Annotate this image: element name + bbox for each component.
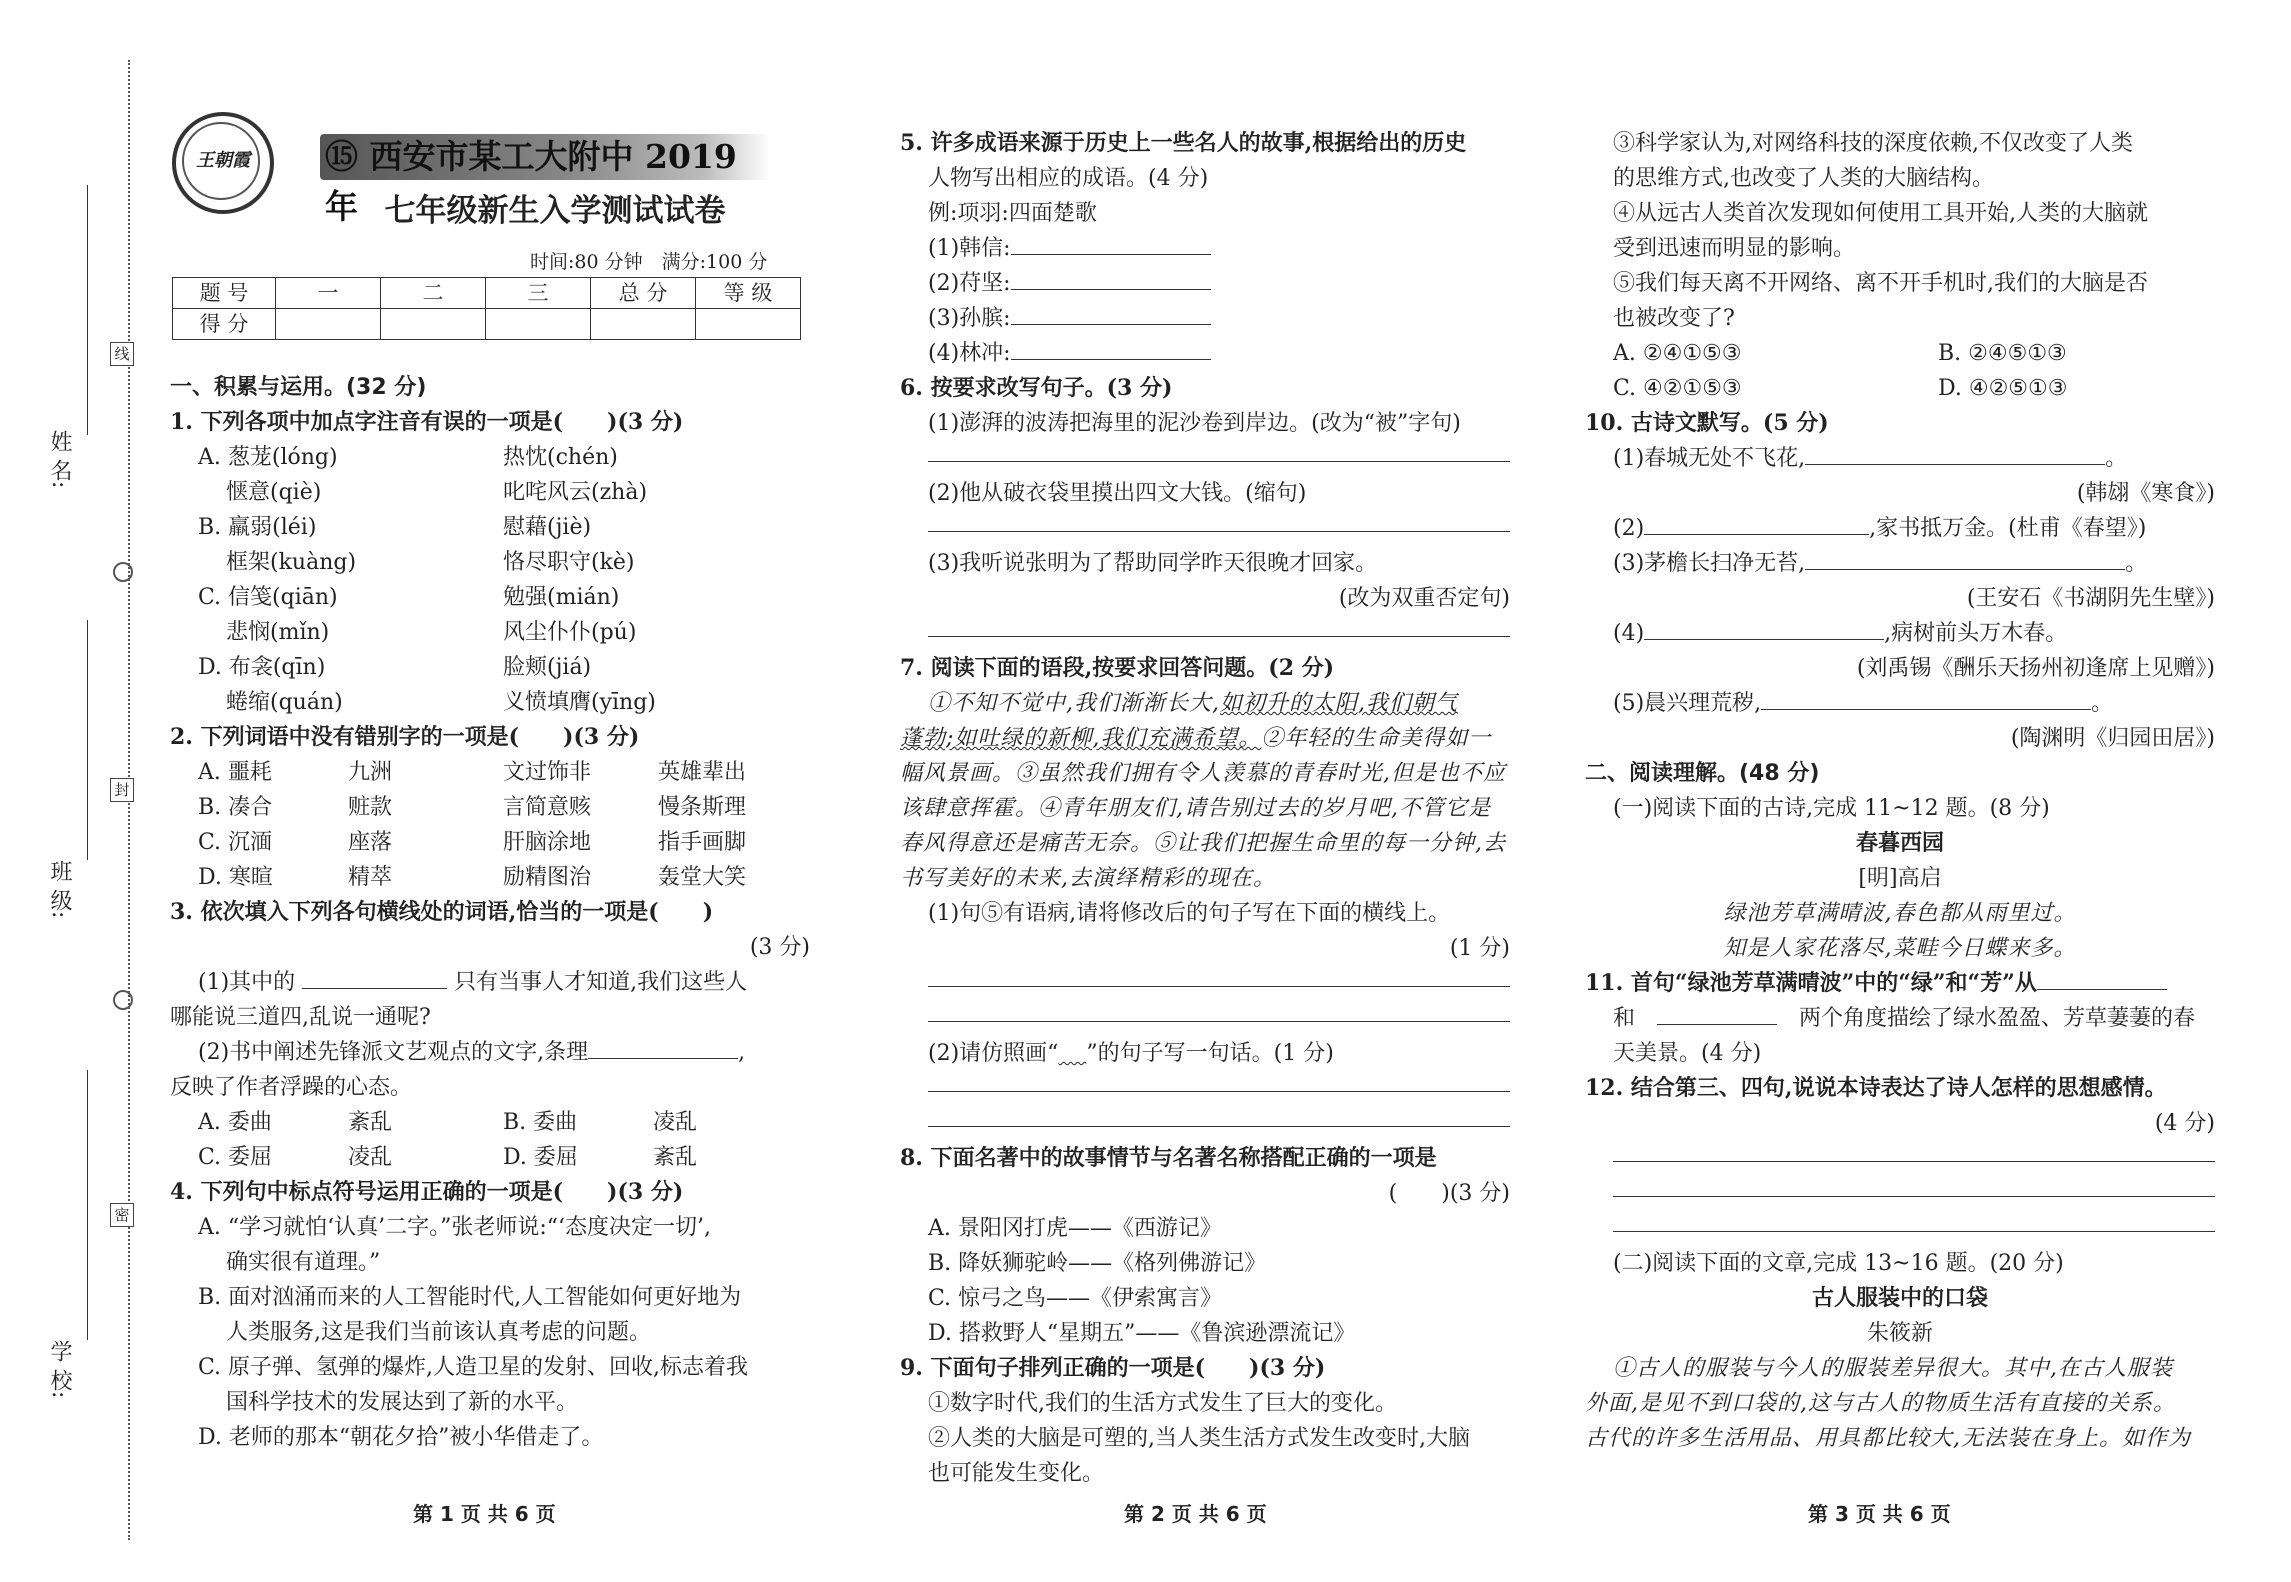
q6-sentence-3-note: (改为双重否定句)	[1338, 586, 1510, 611]
q5-answer-blank[interactable]	[1011, 267, 1211, 290]
article-line: 外面,是见不到口袋的,这与古人的物质生活有直接的关系。	[1585, 1391, 2176, 1416]
seal-marker-seal: 封	[110, 778, 134, 802]
score-header: 三	[486, 278, 591, 309]
q1-row: C. 信笺(qiān) 勉强(mián)	[198, 585, 620, 610]
q12-answer-line[interactable]	[1613, 1176, 2215, 1197]
q6-answer-line-3[interactable]	[928, 616, 1510, 637]
score-cell[interactable]	[276, 309, 381, 340]
section-2-heading: 二、阅读理解。(48 分)	[1585, 761, 1820, 786]
q12-answer-line[interactable]	[1613, 1141, 2215, 1162]
score-header: 一	[276, 278, 381, 309]
poem-line: 绿池芳草满晴波,春色都从雨里过。	[1723, 901, 2077, 926]
q5-item: (2)苻坚:	[900, 266, 1510, 301]
q10-blank[interactable]	[1644, 512, 1869, 535]
q5-answer-blank[interactable]	[1011, 302, 1211, 325]
q11-cont: 和 两个角度描绘了绿水盈盈、芳草萋萋的春	[1585, 1001, 2215, 1036]
page-number-2: 第 2 页 共 6 页	[1124, 1502, 1267, 1526]
score-header: 总 分	[591, 278, 696, 309]
q7-passage-line: ①不知不觉中,我们渐渐长大,如初升的太阳,我们朝气	[928, 691, 1458, 716]
part-2-instruction: (二)阅读下面的文章,完成 13~16 题。(20 分)	[1613, 1251, 2064, 1276]
name-line	[87, 185, 88, 435]
q7-passage-line: 春风得意还是痛苦无奈。⑤让我们把握生命里的每一分钟,去	[900, 831, 1506, 856]
q9-options: C. ④②①⑤③ D. ④②⑤①③	[1613, 376, 2068, 401]
q5-stem-cont: 人物写出相应的成语。(4 分)	[928, 166, 1209, 191]
q3-blank-2[interactable]	[588, 1036, 738, 1059]
paper-number: ⑮	[325, 137, 358, 176]
q9-line: ①数字时代,我们的生活方式发生了巨大的变化。	[928, 1391, 1397, 1416]
question-2: 2. 下列词语中没有错别字的一项是( )(3 分)	[170, 724, 640, 750]
q1-row: 蜷缩(quán) 义愤填膺(yīng)	[226, 690, 656, 715]
q9-options: A. ②④①⑤③ B. ②④⑤①③	[1613, 341, 2067, 366]
score-cell[interactable]	[381, 309, 486, 340]
column-1	[170, 370, 810, 1455]
poem-title: 春暮西园	[1855, 831, 1944, 856]
q1-row: 悲悯(mǐn) 风尘仆仆(pú)	[226, 620, 637, 645]
question-7: 7. 阅读下面的语段,按要求回答问题。(2 分)	[900, 655, 1335, 681]
q6-sentence-1: (1)澎湃的波涛把海里的泥沙卷到岸边。(改为“被”字句)	[928, 411, 1461, 436]
poem-author: [明]高启	[1858, 866, 1942, 891]
q4-option-line: 国科学技术的发展达到了新的水平。	[226, 1390, 579, 1415]
q1-row: A. 葱茏(lóng) 热忱(chén)	[198, 445, 618, 470]
question-10: 10. 古诗文默写。(5 分)	[1585, 410, 1829, 436]
q10-blank[interactable]	[1805, 442, 2105, 465]
q1-row: 框架(kuàng) 恪尽职守(kè)	[226, 550, 635, 575]
q3-sentence-1-cont: 哪能说三道四,乱说一通呢?	[170, 1005, 431, 1030]
question-5: 5. 许多成语来源于历史上一些名人的故事,根据给出的历史	[900, 130, 1467, 156]
q9-line: ②人类的大脑是可塑的,当人类生活方式发生改变时,大脑	[928, 1426, 1470, 1451]
q8-option: C. 惊弓之鸟——《伊索寓言》	[928, 1286, 1223, 1311]
q8-option: A. 景阳冈打虎——《西游记》	[928, 1216, 1222, 1241]
score-row-label: 得 分	[173, 309, 276, 340]
q9-line: 也被改变了?	[1613, 306, 1735, 331]
q6-answer-line-1[interactable]	[928, 441, 1510, 462]
q7-answer-line[interactable]	[928, 1106, 1510, 1127]
q2-row: B. 凑合 赃款 言简意赅 慢条斯理	[198, 795, 747, 820]
q7-answer-line[interactable]	[928, 1001, 1510, 1022]
column-3	[1585, 126, 2215, 1456]
q1-row: 惬意(qiè) 叱咤风云(zhà)	[226, 480, 648, 505]
question-4: 4. 下列句中标点符号运用正确的一项是( )(3 分)	[170, 1179, 684, 1205]
seal-marker-line: 线	[110, 342, 134, 366]
q10-line: (3)茅檐长扫净无苔, 。	[1585, 546, 2215, 581]
exam-time: 时间:80 分钟 满分:100 分	[530, 251, 768, 273]
q10-blank[interactable]	[1644, 617, 1884, 640]
score-table	[172, 277, 801, 340]
q10-line: (5)晨兴理荒秽, 。	[1585, 686, 2215, 721]
q7-answer-line[interactable]	[928, 1071, 1510, 1092]
seal-marker-secret: 密	[110, 1203, 134, 1227]
q4-option-line: 人类服务,这是我们当前该认真考虑的问题。	[226, 1320, 651, 1345]
q9-line: 的思维方式,也改变了人类的大脑结构。	[1613, 166, 1994, 191]
score-header: 等 级	[696, 278, 801, 309]
q4-option-line: 确实很有道理。”	[226, 1250, 381, 1275]
q9-line: ③科学家认为,对网络科技的深度依赖,不仅改变了人类	[1613, 131, 2133, 156]
q5-item: (1)韩信:	[900, 231, 1510, 266]
q5-example: 例:项羽:四面楚歌	[928, 201, 1097, 226]
q3-options: C. 委屈 凌乱 D. 委屈 紊乱	[198, 1145, 698, 1170]
q5-item: (4)林冲:	[900, 336, 1510, 371]
q7-passage-line: 蓬勃;如吐绿的新柳,我们充满希望。②年轻的生命美得如一	[900, 726, 1492, 751]
q8-score: ( )(3 分)	[1388, 1181, 1510, 1206]
q2-row: C. 沉湎 座落 肝脑涂地 指手画脚	[198, 830, 747, 855]
q3-blank-1[interactable]	[302, 966, 447, 989]
q9-line: 也可能发生变化。	[928, 1461, 1105, 1486]
q7-passage-line: 该肆意挥霍。④青年朋友们,请告别过去的岁月吧,不管它是	[900, 796, 1491, 821]
question-11: 11. 首句“绿池芳草满晴波”中的“绿”和“芳”从	[1585, 966, 2215, 1001]
question-6: 6. 按要求改写句子。(3 分)	[900, 375, 1173, 401]
brand-logo	[172, 112, 274, 214]
q2-row: A. 噩耗 九洲 文过饰非 英雄辈出	[198, 760, 747, 785]
q4-option-line: B. 面对汹涌而来的人工智能时代,人工智能如何更好地为	[198, 1285, 742, 1310]
class-line	[87, 620, 88, 860]
q12-score: (4 分)	[2154, 1111, 2215, 1136]
school-label: 学 校:	[47, 1340, 72, 1399]
q1-row: B. 羸弱(léi) 慰藉(jiè)	[198, 515, 592, 540]
binding-circle-icon	[113, 990, 133, 1010]
question-9: 9. 下面句子排列正确的一项是( )(3 分)	[900, 1355, 1326, 1381]
q4-option-line: C. 原子弹、氢弹的爆炸,人造卫星的发射、回收,标志着我	[198, 1355, 749, 1380]
question-12: 12. 结合第三、四句,说说本诗表达了诗人怎样的思想感情。	[1585, 1075, 2167, 1101]
q7-passage-line: 幅风景画。③虽然我们拥有令人羡慕的青春时光,但是也不应	[900, 761, 1506, 786]
school-line	[87, 1070, 88, 1340]
poem-line: 知是人家花落尽,菜畦今日蝶来多。	[1723, 936, 2077, 961]
q2-row: D. 寒暄 精萃 励精图治 轰堂大笑	[198, 865, 747, 890]
q7-answer-line[interactable]	[928, 966, 1510, 987]
q12-answer-line[interactable]	[1613, 1211, 2215, 1232]
q10-blank[interactable]	[1805, 547, 2125, 570]
q9-line: ④从远古人类首次发现如何使用工具开始,人类的大脑就	[1613, 201, 2148, 226]
q3-sentence-2-cont: 反映了作者浮躁的心态。	[170, 1075, 413, 1100]
q9-line: 受到迅速而明显的影响。	[1613, 236, 1856, 261]
q1-row: D. 布衾(qīn) 脸颊(jiá)	[198, 655, 592, 680]
q7-sub-2: (2)请仿照画“ ”的句子写一句话。(1 分)	[928, 1041, 1334, 1066]
q8-option: D. 搭救野人“星期五”——《鲁滨逊漂流记》	[928, 1321, 1356, 1346]
q10-source: (王安石《书湖阴先生壁》)	[1966, 586, 2215, 611]
article-line: 古代的许多生活用品、用具都比较大,无法装在身上。如作为	[1585, 1426, 2191, 1451]
q5-answer-blank[interactable]	[1011, 232, 1211, 255]
q11-blank-2[interactable]	[1657, 1002, 1777, 1025]
logo-text: 王朝霞	[196, 150, 250, 171]
paper-title-line2: 七年级新生入学测试试卷	[384, 193, 726, 229]
q4-option-line: A. “学习就怕‘认真’二字。”张老师说:“‘态度决定一切’,	[198, 1215, 711, 1240]
q11-blank-1[interactable]	[2037, 967, 2167, 990]
binding-circle-icon	[113, 562, 133, 582]
q10-blank[interactable]	[1761, 687, 2091, 710]
article-line: ①古人的服装与今人的服装差异很大。其中,在古人服装	[1613, 1356, 2173, 1381]
section-1-heading: 一、积累与运用。(32 分)	[170, 375, 427, 400]
q7-sub-1-score: (1 分)	[1449, 936, 1510, 961]
q10-source: (陶渊明《归园田居》)	[2010, 726, 2215, 751]
q7-sub-1: (1)句⑤有语病,请将修改后的句子写在下面的横线上。	[928, 901, 1451, 926]
q10-source: (韩翃《寒食》)	[2076, 481, 2215, 506]
page-number-1: 第 1 页 共 6 页	[413, 1502, 556, 1526]
paper-title-text: 西安市某工大附中 2019 年	[325, 137, 737, 226]
score-header: 二	[381, 278, 486, 309]
q8-option: B. 降妖狮驼岭——《格列佛游记》	[928, 1251, 1267, 1276]
q7-passage-line: 书写美好的未来,去演绎精彩的现在。	[900, 866, 1276, 891]
question-1: 1. 下列各项中加点字注音有误的一项是( )(3 分)	[170, 409, 684, 435]
q4-option-line: D. 老师的那本“朝花夕拾”被小华借走了。	[198, 1425, 604, 1450]
q3-score: (3 分)	[749, 935, 810, 960]
q10-line: (1)春城无处不飞花, 。	[1585, 441, 2215, 476]
q5-answer-blank[interactable]	[1011, 337, 1211, 360]
q5-item: (3)孙膑:	[900, 301, 1510, 336]
class-label: 班 级:	[47, 860, 72, 919]
article-title: 古人服装中的口袋	[1811, 1286, 1988, 1311]
part-1-instruction: (一)阅读下面的古诗,完成 11~12 题。(8 分)	[1613, 796, 2050, 821]
q6-sentence-2: (2)他从破衣袋里摸出四文大钱。(缩句)	[928, 481, 1307, 506]
column-2	[900, 126, 1510, 1491]
q3-sentence-1: (1)其中的 只有当事人才知道,我们这些人	[170, 965, 810, 1000]
page-number-3: 第 3 页 共 6 页	[1808, 1502, 1951, 1526]
q11-cont: 天美景。(4 分)	[1613, 1041, 1762, 1066]
q9-line: ⑤我们每天离不开网络、离不开手机时,我们的大脑是否	[1613, 271, 2148, 296]
question-8: 8. 下面名著中的故事情节与名著名称搭配正确的一项是	[900, 1145, 1437, 1171]
q6-answer-line-2[interactable]	[928, 511, 1510, 532]
score-header: 题 号	[173, 278, 276, 309]
score-cell[interactable]	[591, 309, 696, 340]
q3-sentence-2: (2)书中阐述先锋派文艺观点的文字,条理 ,	[170, 1035, 810, 1070]
q10-source: (刘禹锡《酬乐天扬州初逢席上见赠》)	[1856, 656, 2215, 681]
score-cell[interactable]	[486, 309, 591, 340]
wavy-sample	[1058, 1041, 1086, 1066]
q3-options: A. 委曲 紊乱 B. 委曲 凌乱	[198, 1110, 698, 1135]
q6-sentence-3: (3)我听说张明为了帮助同学昨天很晚才回家。	[928, 551, 1378, 576]
score-cell[interactable]	[696, 309, 801, 340]
name-label: 姓 名:	[47, 430, 72, 489]
q10-line: (4) ,病树前头万木春。	[1585, 616, 2215, 651]
question-3: 3. 依次填入下列各句横线处的词语,恰当的一项是( )	[170, 899, 714, 925]
article-author: 朱筱新	[1866, 1321, 1933, 1346]
q10-line: (2) ,家书抵万金。(杜甫《春望》)	[1585, 511, 2215, 546]
